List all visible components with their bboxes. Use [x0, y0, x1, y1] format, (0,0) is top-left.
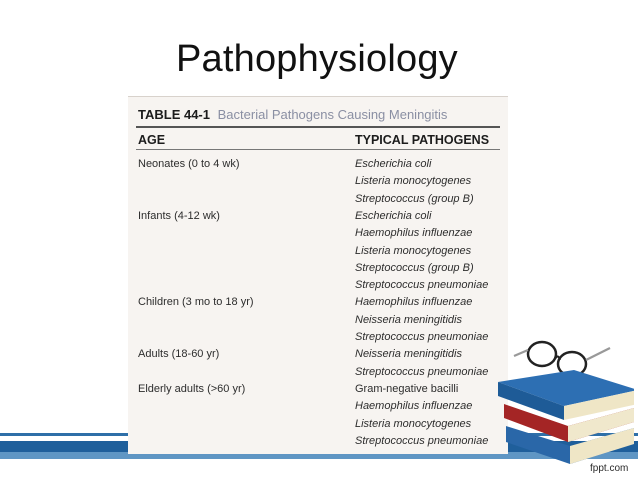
pathogen-cell: Streptococcus (group B) — [355, 192, 474, 205]
table-row — [128, 296, 508, 313]
table-row — [128, 193, 508, 210]
table-row — [128, 279, 508, 296]
pathogen-cell: Gram-negative bacilli — [355, 382, 459, 395]
table-row — [128, 210, 508, 227]
table-caption — [138, 107, 447, 122]
age-cell: Adults (18-60 yr) — [138, 348, 220, 361]
table-row — [128, 227, 508, 244]
table-top-rule — [136, 126, 500, 128]
pathogen-cell: Haemophilus influenzae — [355, 296, 473, 309]
fppt-logo: fppt.com — [590, 463, 629, 474]
table-caption-text: Bacterial Pathogens Causing Meningitis — [217, 107, 448, 122]
table-row — [128, 175, 508, 192]
table-row — [128, 366, 508, 383]
pathogen-cell: Neisseria meningitidis — [355, 348, 462, 361]
table-row — [128, 262, 508, 279]
pathogen-cell: Listeria monocytogenes — [355, 175, 472, 188]
table-row — [128, 158, 508, 175]
table-row — [128, 383, 508, 400]
table-row — [128, 400, 508, 417]
pathogen-cell: Streptococcus pneumoniae — [355, 279, 489, 292]
table-number: TABLE 44-1 — [138, 107, 210, 122]
pathogen-cell: Streptococcus (group B) — [355, 261, 474, 274]
table-row — [128, 245, 508, 262]
table-row — [128, 435, 508, 452]
age-cell: Elderly adults (>60 yr) — [138, 382, 246, 395]
table-row — [128, 314, 508, 331]
column-header-age: AGE — [138, 133, 166, 147]
age-cell: Neonates (0 to 4 wk) — [138, 158, 240, 170]
pathogen-cell: Streptococcus pneumoniae — [355, 331, 489, 343]
pathogen-cell: Haemophilus influenzae — [355, 400, 473, 413]
books-and-glasses-icon — [484, 330, 634, 465]
table-header-rule — [136, 149, 500, 150]
pathogen-cell: Escherichia coli — [355, 209, 432, 222]
age-cell: Children (3 mo to 18 yr) — [138, 296, 254, 309]
pathogen-cell: Listeria monocytogenes — [355, 244, 472, 257]
pathogen-cell: Haemophilus influenzae — [355, 227, 473, 240]
table-row — [128, 331, 508, 348]
pathogen-cell: Streptococcus pneumoniae — [355, 434, 489, 447]
pathogen-cell: Escherichia coli — [355, 158, 432, 170]
column-header-pathogens: TYPICAL PATHOGENS — [355, 133, 490, 147]
slide-title: Pathophysiology — [176, 38, 458, 80]
pathogen-cell: Streptococcus pneumoniae — [355, 365, 489, 378]
age-cell: Infants (4-12 wk) — [138, 209, 220, 222]
table-row — [128, 348, 508, 365]
table-row — [128, 418, 508, 435]
pathogen-cell: Neisseria meningitidis — [355, 313, 462, 326]
pathogen-cell: Listeria monocytogenes — [355, 417, 472, 430]
pathogens-table — [128, 96, 508, 454]
